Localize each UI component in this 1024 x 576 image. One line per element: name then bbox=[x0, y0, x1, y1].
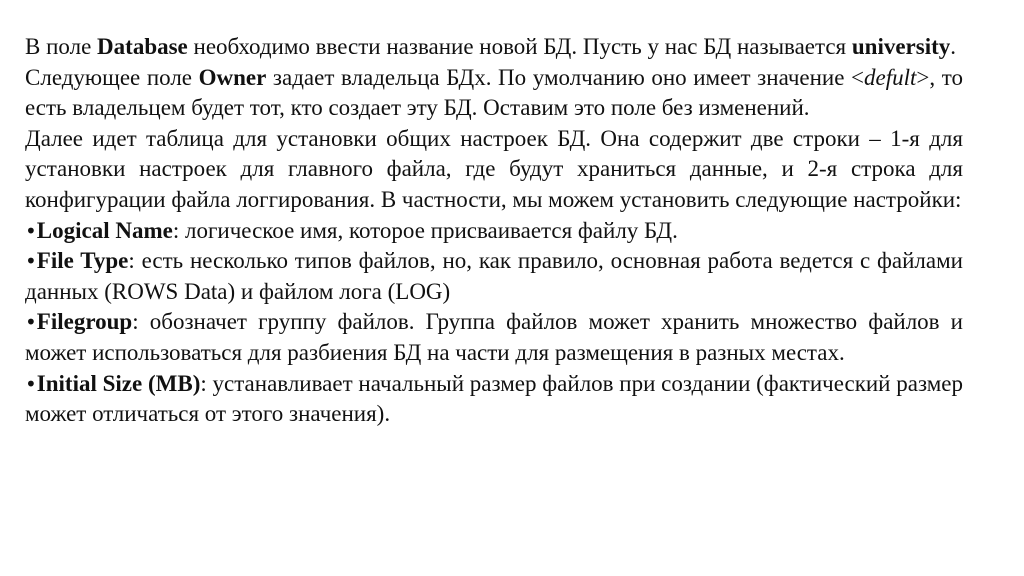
bullet-initial-size bbox=[25, 369, 963, 430]
paragraph-settings-table bbox=[25, 124, 963, 216]
text-run: В поле bbox=[25, 34, 98, 59]
term-filegroup: Filegroup bbox=[36, 309, 133, 335]
term-file-type: File Type bbox=[36, 248, 129, 274]
bullet-filegroup bbox=[25, 307, 963, 368]
text-run: : логическое имя, которое присваивается файлу БД. bbox=[172, 217, 678, 243]
term-logical-name: Logical Name bbox=[36, 217, 173, 243]
term-database: Database bbox=[97, 34, 188, 59]
text-run: Далее идет таблица для установки общих настроек БД. Она содержит две строки – 1-я для установки настроек для главного файла, где будут храниться данные, и 2-я строка для конфигурации файла логгирования. В частности, мы можем установить следующие настройки: bbox=[25, 125, 963, 212]
text-run: : обозначет группу файлов. Группа файлов может хранить множество файлов и может использоваться для разбиения БД на части для размещения в разных местах. bbox=[25, 309, 963, 365]
text-run: >, то есть владельцем будет тот, кто создает эту БД. Оставим это поле без изменений. bbox=[25, 64, 963, 121]
bullet-dot-icon: • bbox=[25, 371, 37, 396]
bullet-logical-name bbox=[25, 216, 963, 247]
text-run: : есть несколько типов файлов, но, как правило, основная работа ведется с файлами данных (ROWS Data) и файлом лога (LOG) bbox=[25, 248, 963, 304]
bullet-file-type bbox=[25, 246, 963, 307]
text-run: необходимо ввести название новой БД. Пусть у нас БД называется bbox=[187, 34, 852, 59]
text-run: Следующее поле bbox=[25, 64, 199, 90]
text-run: : устанавливает начальный размер файлов при создании (фактический размер может отличаться от этого значения). bbox=[25, 370, 963, 427]
text-run: . bbox=[950, 34, 957, 59]
term-owner: Owner bbox=[198, 64, 267, 90]
term-university: university bbox=[851, 34, 951, 59]
slide-text-body bbox=[25, 32, 963, 430]
bullet-dot-icon: • bbox=[25, 218, 37, 243]
term-default-value: defult bbox=[864, 64, 917, 90]
bullet-dot-icon: • bbox=[25, 310, 37, 335]
paragraph-database-field bbox=[25, 32, 963, 63]
bullet-dot-icon: • bbox=[25, 249, 37, 274]
text-run: задает владельца БДх. По умолчанию оно имеет значение < bbox=[266, 64, 865, 90]
term-initial-size: Initial Size (MB) bbox=[36, 370, 201, 396]
paragraph-owner-field bbox=[25, 63, 963, 124]
